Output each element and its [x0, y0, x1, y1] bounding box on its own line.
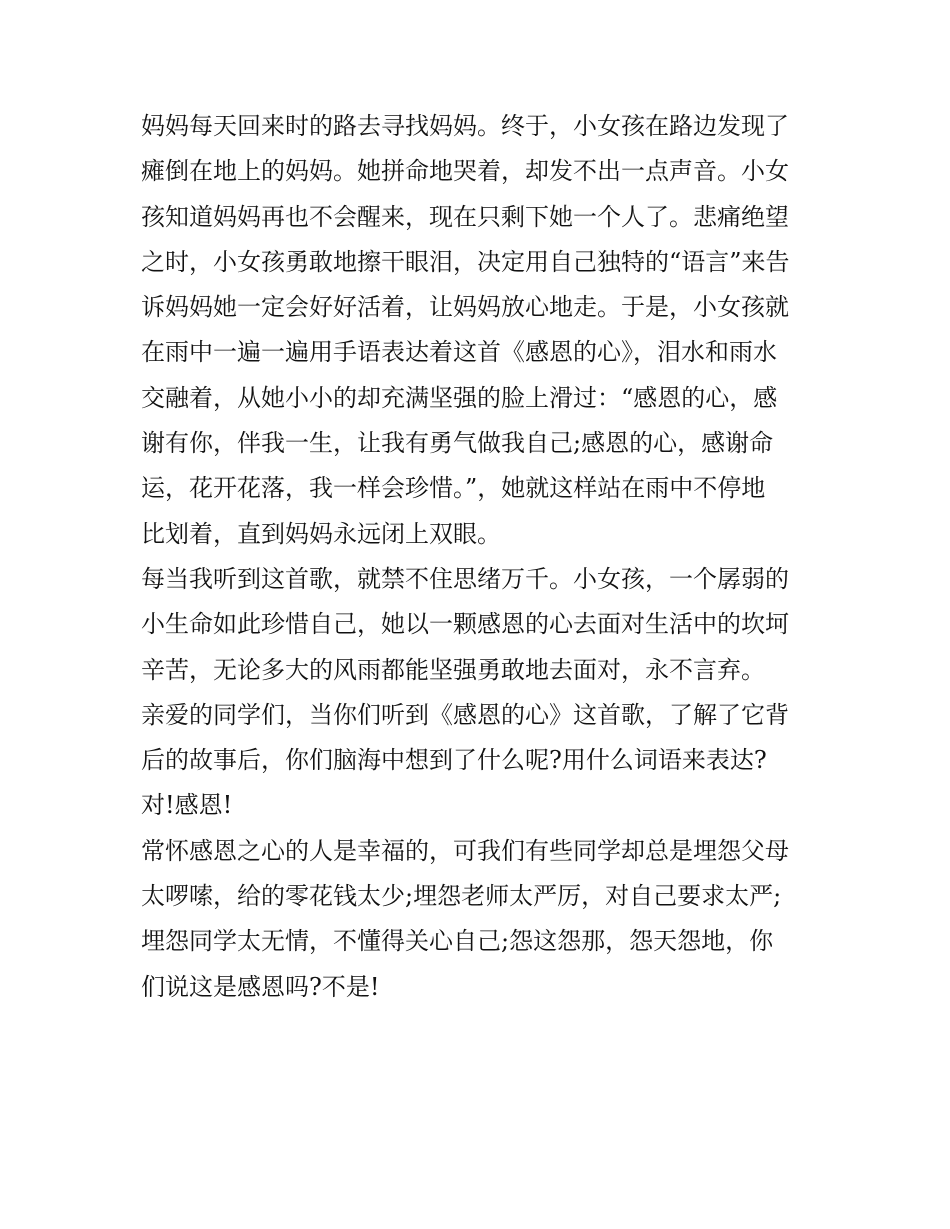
text-line: 小生命如此珍惜自己，她以一颗感恩的心去面对生活中的坎坷 [141, 610, 789, 639]
text-line: 谢有你，伴我一生，让我有勇气做我自己;感恩的心，感谢命 [141, 429, 774, 458]
text-line: 亲爱的同学们，当你们听到《感恩的心》这首歌，了解了它背 [141, 700, 789, 729]
text-line: 诉妈妈她一定会好好活着，让妈妈放心地走。于是，小女孩就 [141, 293, 789, 322]
text-line: 们说这是感恩吗?不是! [141, 972, 380, 1001]
text-line: 之时，小女孩勇敢地擦干眼泪，决定用自己独特的“语言”来告 [141, 247, 790, 276]
text-line: 后的故事后，你们脑海中想到了什么呢?用什么词语来表达? [141, 746, 767, 775]
text-line: 瘫倒在地上的妈妈。她拼命地哭着，却发不出一点声音。小女 [141, 157, 789, 186]
text-line: 妈妈每天回来时的路去寻找妈妈。终于，小女孩在路边发现了 [141, 112, 789, 140]
text-line: 在雨中一遍一遍用手语表达着这首《感恩的心》，泪水和雨水 [141, 338, 777, 367]
document-body [141, 104, 821, 1010]
text-line: 运，花开花落，我一样会珍惜。”，她就这样站在雨中不停地 [141, 474, 766, 503]
text-line: 每当我听到这首歌，就禁不住思绪万千。小女孩，一个孱弱的 [141, 564, 789, 593]
text-line: 埋怨同学太无情，不懂得关心自己;怨这怨那，怨天怨地，你 [141, 927, 774, 956]
text-line: 常怀感恩之心的人是幸福的，可我们有些同学却总是埋怨父母 [141, 836, 789, 865]
text-line: 对!感恩! [141, 791, 233, 820]
text-line: 太啰嗦，给的零花钱太少;埋怨老师太严厉，对自己要求太严; [141, 882, 782, 911]
text-line: 交融着，从她小小的却充满坚强的脸上滑过：“感恩的心，感 [141, 383, 778, 412]
text-line: 孩知道妈妈再也不会醒来，现在只剩下她一个人了。悲痛绝望 [141, 202, 789, 231]
text-line: 比划着，直到妈妈永远闭上双眼。 [141, 519, 501, 548]
text-line: 辛苦，无论多大的风雨都能坚强勇敢地去面对，永不言弃。 [141, 655, 765, 684]
